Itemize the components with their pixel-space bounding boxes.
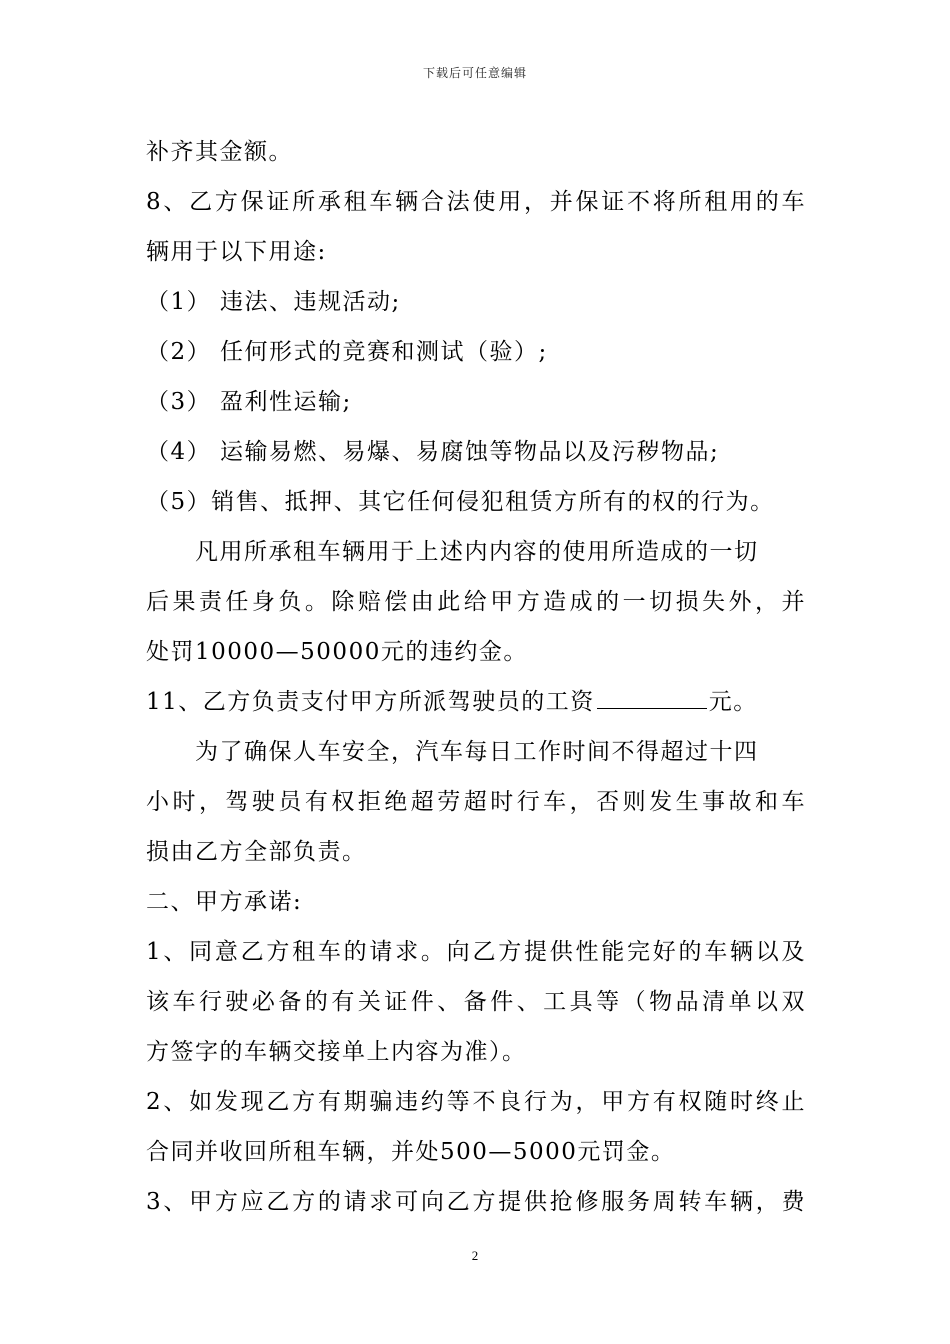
text-line: 为了确保人车安全，汽车每日工作时间不得超过十四 [195,739,759,765]
list-item: （4） 运输易燃、易爆、易腐蚀等物品以及污秽物品; [146,439,720,465]
page-number: 2 [471,1248,479,1263]
salary-blank [597,692,707,709]
text-line: 该车行驶必备的有关证件、备件、工具等（物品清单以双 [146,989,806,1015]
text-line: 方签字的车辆交接单上内容为准）。 [146,1039,527,1065]
list-item: （2） 任何形式的竞赛和测试（验）; [146,339,548,365]
list-item: （1） 违法、违规活动; [146,289,401,315]
text-line: 8、乙方保证所承租车辆合法使用，并保证不将所租用的车 [146,189,806,215]
list-item: （3） 盈利性运输; [146,389,352,415]
text-line: 凡用所承租车辆用于上述内内容的使用所造成的一切 [195,539,759,565]
section-heading: 二、甲方承诺: [146,889,303,915]
text-line: 小时，驾驶员有权拒绝超劳超时行车，否则发生事故和车 [146,789,806,815]
salary-unit: 元。 [708,689,758,715]
text-line: 合同并收回所租车辆，并处500—5000元罚金。 [146,1139,676,1165]
salary-text: 11、乙方负责支付甲方所派驾驶员的工资 [146,689,595,715]
text-line: 后果责任身负。除赔偿由此给甲方造成的一切损失外，并 [146,589,806,615]
text-line: 2、如发现乙方有期骗违约等不良行为，甲方有权随时终止 [146,1089,806,1115]
text-line: 补齐其金额。 [146,139,293,165]
text-line: 1、同意乙方租车的请求。向乙方提供性能完好的车辆以及 [146,939,806,965]
page-header: 下载后可任意编辑 [422,66,527,80]
salary-line [146,677,806,727]
list-item: （5）销售、抵押、其它任何侵犯租赁方所有的权的行为。 [146,489,775,515]
text-line: 3、甲方应乙方的请求可向乙方提供抢修服务周转车辆，费 [146,1189,806,1215]
document-body [146,127,806,1227]
text-line: 处罚10000—50000元的违约金。 [146,639,528,665]
text-line: 辆用于以下用途: [146,239,327,265]
text-line: 损由乙方全部负责。 [146,839,367,865]
